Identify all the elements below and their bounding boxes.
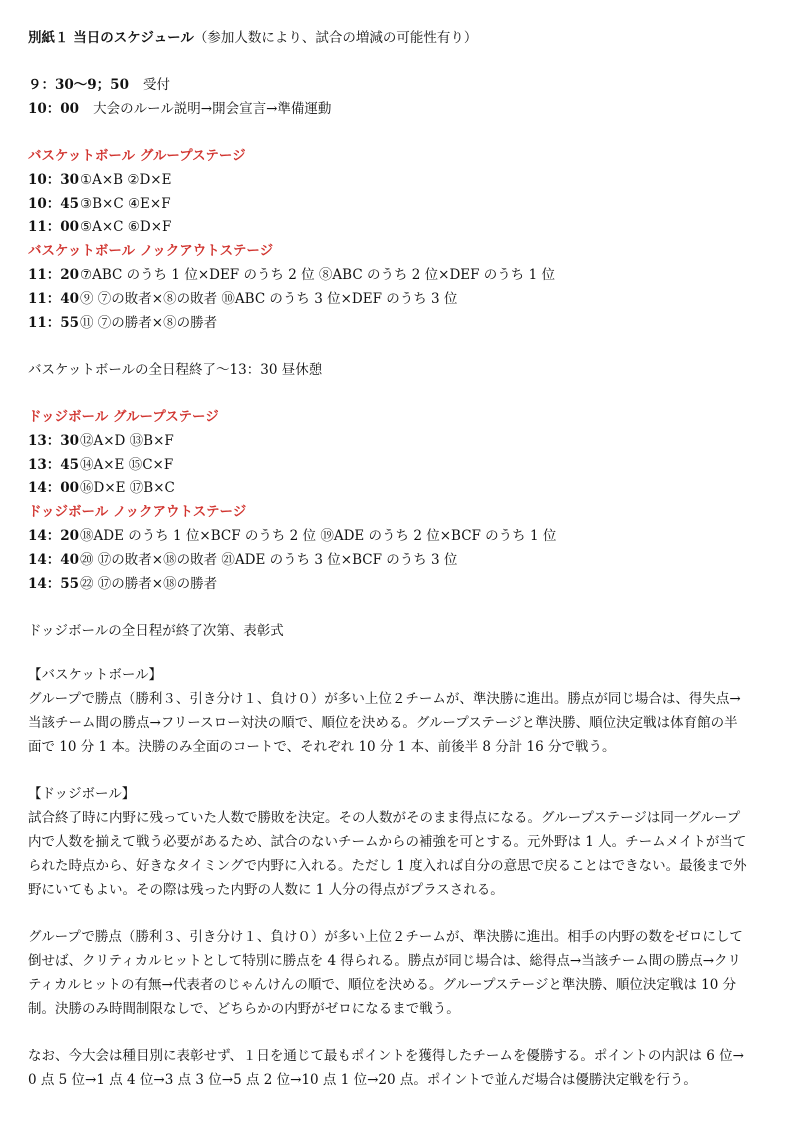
row-time: 14：40: [28, 552, 80, 568]
paragraph-line: られた時点から、好きなタイミングで内野に入れる。ただし 1 度入れば自分の意思で戻ることはできない。最後まで外: [28, 858, 747, 874]
row-text: 受付: [142, 77, 170, 93]
row-text: ①A×B ②D×E: [80, 172, 172, 188]
schedule-row: [28, 551, 457, 569]
schedule-row: [28, 290, 457, 308]
schedule-row: [28, 456, 173, 474]
paragraph-line: 試合終了時に内野に残っていた人数で勝敗を決定。その人数がそのまま得点になる。グループステージは同一グループ: [28, 810, 741, 826]
row-time: 14：00: [28, 480, 80, 496]
row-time: 13：45: [28, 457, 80, 473]
paragraph-line: 0 点 5 位→1 点 4 位→3 点 3 位→5 点 2 位→10 点 1 位→20 点。ポイントで並んだ場合は優勝決定戦を行う。: [28, 1072, 697, 1088]
row-time: 14：20: [28, 528, 80, 544]
schedule-row: [28, 218, 171, 236]
paragraph-line: 当該チーム間の勝点→フリースロー対決の順で、順位を決める。グループステージと準決勝、順位決定戦は体育館の半: [28, 715, 738, 731]
schedule-row: [28, 171, 171, 189]
paragraph-line: 制。決勝のみ時間制限なしで、どちらかの内野がゼロになるまで戦う。: [28, 1001, 460, 1017]
document-title: [28, 29, 477, 47]
row-time: 13：30: [28, 433, 80, 449]
row-time: 11：40: [28, 291, 80, 307]
paragraph-line: なお、今大会は種目別に表彰せず、１日を通じて最もポイントを獲得したチームを優勝する。ポイントの内訳は 6 位→: [28, 1048, 744, 1064]
section-heading: バスケットボール グループステージ: [28, 148, 246, 164]
schedule-row: [28, 266, 555, 284]
schedule-row: [28, 575, 217, 593]
row-text: ⑱ADE のうち 1 位×BCF のうち 2 位 ⑲ADE のうち 2 位×BCF のうち 1 位: [80, 528, 557, 544]
row-text: ⑨ ⑦の敗者×⑧の敗者 ⑩ABC のうち 3 位×DEF のうち 3 位: [80, 291, 458, 307]
schedule-row: [28, 527, 556, 545]
row-text: ⑦ABC のうち 1 位×DEF のうち 2 位 ⑧ABC のうち 2 位×DEF のうち 1 位: [80, 267, 555, 283]
row-time: 10：45: [28, 196, 80, 212]
rules-heading: 【ドッジボール】: [28, 786, 136, 802]
rules-heading: 【バスケットボール】: [28, 667, 163, 683]
title-note: （参加人数により、試合の増減の可能性有り）: [193, 30, 478, 46]
row-text: ③B×C ④E×F: [80, 196, 171, 212]
row-text: ⑫A×D ⑬B×F: [80, 433, 174, 449]
row-time: 10：00: [28, 101, 80, 117]
section-heading: ドッジボール グループステージ: [28, 409, 219, 425]
row-time: 14：55: [28, 576, 80, 592]
schedule-row: [28, 314, 217, 332]
row-time: 11：00: [28, 219, 80, 235]
section-heading: ドッジボール ノックアウトステージ: [28, 504, 247, 520]
row-text: ⑭A×E ⑮C×F: [80, 457, 174, 473]
paragraph-line: ティカルヒットの有無→代表者のじゃんけんの順で、順位を決める。グループステージと準決勝、順位決定戦は 10 分: [28, 977, 737, 993]
schedule-row: [28, 76, 170, 94]
section-heading: バスケットボール ノックアウトステージ: [28, 243, 274, 259]
paragraph-line: 倒せば、クリティカルヒットとして特別に勝点を 4 得られる。勝点が同じ場合は、総得点→当該チーム間の勝点→クリ: [28, 953, 742, 969]
row-text: ⑤A×C ⑥D×F: [80, 219, 172, 235]
title-main: 別紙１ 当日のスケジュール: [28, 30, 194, 46]
lunch-note: バスケットボールの全日程終了〜13：30 昼休憩: [28, 362, 323, 378]
row-text: 大会のルール説明→開会宣言→準備運動: [93, 101, 332, 117]
row-time: 11：55: [28, 315, 80, 331]
paragraph-line: グループで勝点（勝利３、引き分け１、負け０）が多い上位２チームが、準決勝に進出。勝点が同じ場合は、得失点→: [28, 691, 741, 707]
paragraph-line: 内で人数を揃えて戦う必要があるため、試合のないチームからの補強を可とする。元外野は 1 人。チームメイトが当て: [28, 834, 747, 850]
schedule-row: [28, 432, 174, 450]
schedule-row: [28, 100, 331, 118]
schedule-row: [28, 479, 175, 497]
paragraph-line: 面で 10 分 1 本。決勝のみ全面のコートで、それぞれ 10 分 1 本、前後半 8 分計 16 分で戦う。: [28, 739, 616, 755]
row-time: 10：30: [28, 172, 80, 188]
paragraph-line: グループで勝点（勝利３、引き分け１、負け０）が多い上位２チームが、準決勝に進出。相手の内野の数をゼロにして: [28, 929, 743, 945]
row-time: ９：30〜9；50: [28, 77, 129, 93]
row-text: ㉒ ⑰の勝者×⑱の勝者: [80, 576, 218, 592]
row-time: 11：20: [28, 267, 80, 283]
closing-note: ドッジボールの全日程が終了次第、表彰式: [28, 623, 284, 639]
row-text: ⑯D×E ⑰B×C: [80, 480, 175, 496]
paragraph-line: 野にいてもよい。その際は残った内野の人数に 1 人分の得点がプラスされる。: [28, 882, 504, 898]
schedule-row: [28, 195, 171, 213]
row-text: ⑳ ⑰の敗者×⑱の敗者 ㉑ADE のうち 3 位×BCF のうち 3 位: [80, 552, 458, 568]
row-text: ⑪ ⑦の勝者×⑧の勝者: [80, 315, 218, 331]
